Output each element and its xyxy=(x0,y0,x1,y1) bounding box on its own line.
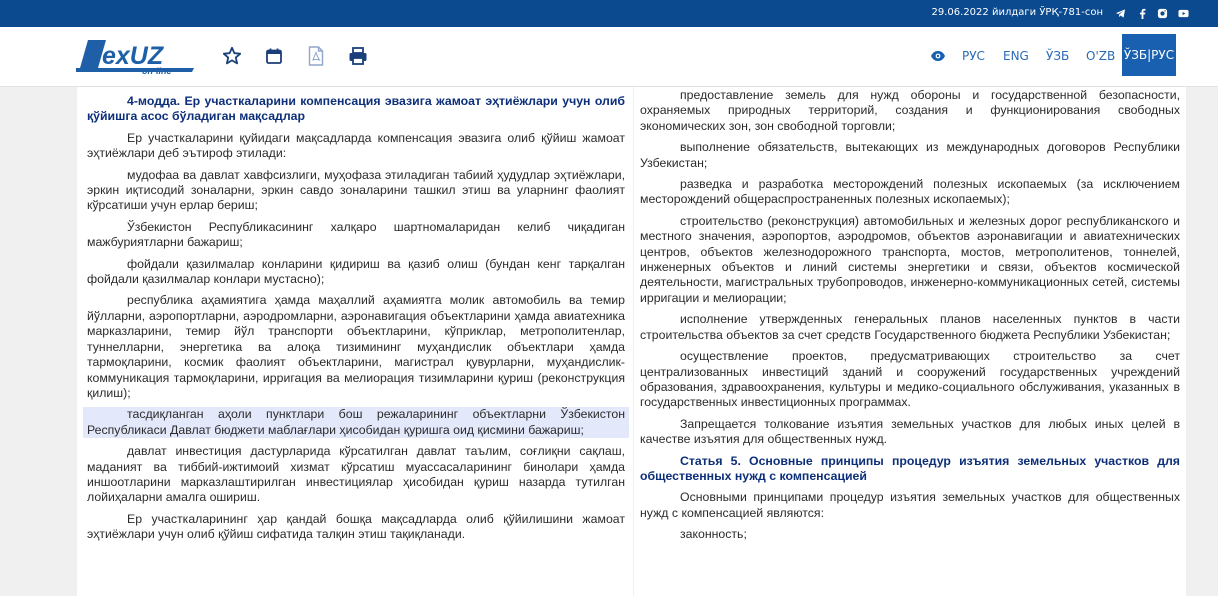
highlighted-paragraph[interactable]: тасдиқланган аҳоли пунктлари бош режаларининг объектларни Ўзбекистон Республикаси Давлат бюджети маблағлари ҳисобидан қуришга оид қисмини бажариш; xyxy=(83,407,629,438)
document-column-russian xyxy=(634,87,1186,596)
star-icon[interactable] xyxy=(220,44,244,68)
paragraph[interactable]: мудофаа ва давлат хавфсизлиги, муҳофаза этиладиган табиий ҳудудлар эҳтиёжлари, эркин иқтисодий зоналарни, эркин савдо зоналарини ташкил этиш ва уларнинг фаолият кўрсатиши учун ерлар бериш; xyxy=(87,167,625,213)
paragraph[interactable]: исполнение утвержденных генеральных планов населенных пунктов в части строительства объектов за счет средств Государственного бюджета Республики Узбекистан; xyxy=(640,312,1180,342)
paragraph[interactable]: Ер участкаларини қуйидаги мақсадларда компенсация эвазига олиб қўйиш жамоат эҳтиёжлари деб эътироф этилади: xyxy=(87,130,625,161)
telegram-icon[interactable] xyxy=(1115,8,1126,19)
visually-impaired-eye-icon[interactable] xyxy=(930,49,946,63)
paragraph[interactable]: Ер участкаларининг ҳар қандай бошқа мақсадларда олиб қўйилишини жамоат эҳтиёжлари учун олиб қўйиш сифатида талқин этиш тақиқланади. xyxy=(87,511,625,542)
lang-rus[interactable]: РУС xyxy=(962,49,985,63)
instagram-icon[interactable] xyxy=(1157,8,1168,19)
svg-text:exUZ: exUZ xyxy=(102,42,164,70)
top-bar xyxy=(0,0,1218,27)
article-5-heading[interactable]: Статья 5. Основные принципы процедур изъятия земельных участков для общественных нужд с компенсацией xyxy=(640,453,1180,483)
facebook-icon[interactable] xyxy=(1137,8,1148,19)
lang-uzb-cyrillic[interactable]: ЎЗБ xyxy=(1046,49,1070,63)
document-reference[interactable]: 29.06.2022 йилдаги ЎРҚ-781-сон xyxy=(931,7,1103,18)
lexuz-logo[interactable] xyxy=(76,38,196,74)
paragraph[interactable]: законность; xyxy=(680,527,747,542)
site-header xyxy=(0,27,1218,87)
lang-uzb-latin[interactable]: O'ZB xyxy=(1086,49,1116,63)
article-4-heading[interactable]: 4-модда. Ер участкаларини компенсация эвазига жамоат эҳтиёжлари учун олиб қўйишга асос бўладиган мақсадлар xyxy=(87,94,625,124)
svg-text:on-line: on-line xyxy=(142,66,172,74)
paragraph[interactable]: Основными принципами процедур изъятия земельных участков для общественных нужд с компенсацией являются: xyxy=(640,490,1180,520)
paragraph[interactable]: выполнение обязательств, вытекающих из международных договоров Республики Узбекистан; xyxy=(640,140,1180,170)
paragraph[interactable]: фойдали қазилмалар конларини қидириш ва қазиб олиш (бундан кенг тарқалган фойдали қазилмалар конлари мустасно); xyxy=(87,256,625,287)
lang-eng[interactable]: ENG xyxy=(1003,49,1029,63)
paragraph[interactable]: строительство (реконструкция) автомобильных и железных дорог республиканского и местного значения, аэропортов, аэродромов, объектов аэронавигации и авиатехнических центров, объектов железнодорожного транспорта, мостов, метрополитенов, тоннелей, инженерных объектов и линий системы энергетики и связи, объектов космической деятельности, магистральных трубопроводов, инженерно-коммуникационных сетей, системы ирригации и мелиорации; xyxy=(640,213,1180,305)
paragraph[interactable]: республика аҳамиятига ҳамда маҳаллий аҳамиятга молик автомобиль ва темир йўлларни, аэропортларни, аэродромларни, аэронавигация объектларини ҳамда авиатехника марказларини, темир йўл транспорти объектларини, кўприклар, метрополитенлар, туннелларни, энергетика ва алоқа тизимининг муҳандислик объектлари ҳамда тармоқларини, космик фаолият объектларини, магистрал қувурларни, муҳандислик-коммуникация тармоқларини, ирригация ва мелиорация тизимларини қуриш (реконструкция қилиш); xyxy=(87,293,625,400)
calendar-icon[interactable] xyxy=(262,44,286,68)
paragraph[interactable]: предоставление земель для нужд обороны и государственной безопасности, охраняемых природных территорий, создания и функционирования свободных экономических зон, зон свободной торговли; xyxy=(640,88,1180,133)
pdf-file-icon[interactable] xyxy=(304,44,328,68)
paragraph[interactable]: Ўзбекистон Республикасининг халқаро шартномаларидан келиб чиқадиган мажбуриятларни бажариш; xyxy=(87,219,625,250)
paragraph[interactable]: давлат инвестиция дастурларида кўрсатилган давлат таълим, соғлиқни сақлаш, маданият ва тиббий-ижтимоий хизмат кўрсатиш муассасаларининг бинолари ҳамда иншоотларини марказлаштирилган инвестициялар ҳисобидан қуриш назарда тутилган лойиҳаларни амалга ошириш. xyxy=(87,444,625,505)
lang-uzb-rus-active[interactable]: ЎЗБ|РУС xyxy=(1122,34,1176,76)
paragraph[interactable]: разведка и разработка месторождений полезных ископаемых (за исключением месторождений общераспространенных полезных ископаемых); xyxy=(640,177,1180,207)
paragraph[interactable]: Запрещается толкование изъятия земельных участков для любых иных целей в качестве изъятия для общественных нужд. xyxy=(640,416,1180,447)
printer-icon[interactable] xyxy=(346,44,370,68)
paragraph[interactable]: осуществление проектов, предусматривающих строительство за счет централизованных инвестиций зданий и сооружений государственных учреждений образования, здравоохранения, культуры и медико-социального обслуживания, указанных в государственных инвестиционных программах. xyxy=(640,349,1180,410)
youtube-icon[interactable] xyxy=(1178,8,1189,19)
document-column-uzbek xyxy=(77,87,633,596)
